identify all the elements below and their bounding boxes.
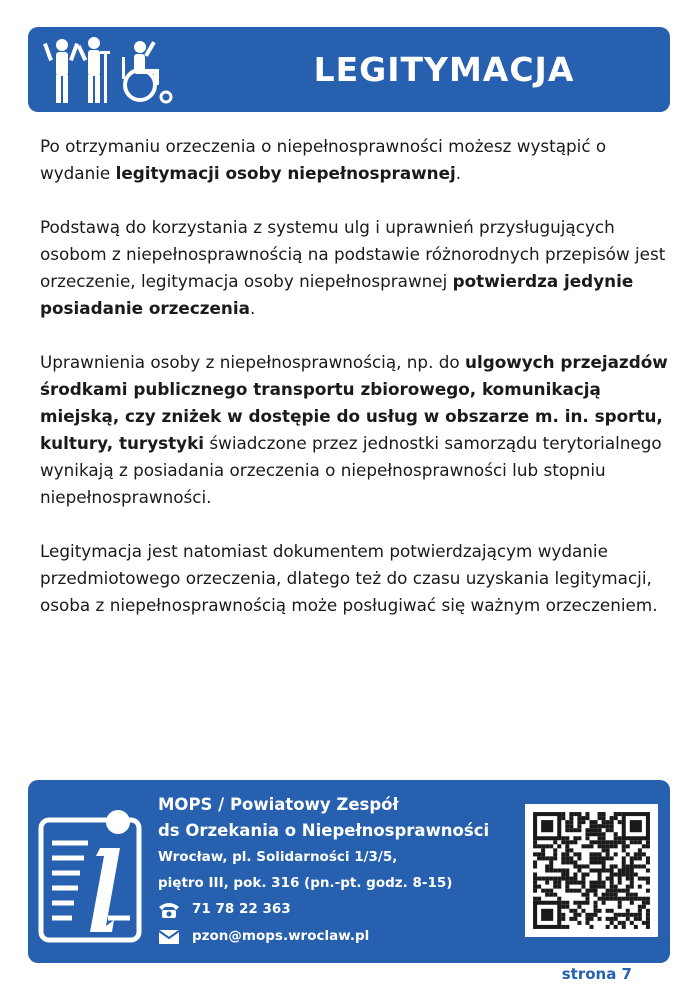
- contact-box: [28, 780, 670, 963]
- page-title: LEGITYMACJA: [313, 50, 575, 89]
- text-run: Uprawnienia osoby z niepełnosprawnością, np. do: [40, 352, 465, 372]
- envelope-icon: [158, 929, 180, 945]
- phone-icon: [158, 901, 180, 919]
- text-run: Podstawą do korzystania z systemu ulg i uprawnień przysługujących osobom z niepełnosprawnością na podstawie różnorodnych przepisów jest orzeczenie, legitymacja osoby niepełnosprawnej: [40, 217, 666, 291]
- text-run: .: [455, 163, 462, 183]
- qr-code-icon[interactable]: [525, 804, 658, 937]
- main-content: [40, 133, 680, 646]
- org-name-line2: ds Orzekania o Niepełnosprawności: [158, 821, 490, 840]
- header-banner: [28, 27, 670, 112]
- text-run: Po otrzymaniu orzeczenia o niepełnosprawności możesz wystąpić o wydanie: [40, 136, 607, 183]
- text-run: świadczone przez jednostki samorządu terytorialnego wynikają z posiadania orzeczenia o niepełnosprawności lub stopniu niepełnosprawności.: [40, 433, 662, 507]
- text-run: .: [249, 298, 256, 318]
- org-name-line1: MOPS / Powiatowy Zespół: [158, 795, 399, 814]
- paragraph-3: [40, 349, 680, 511]
- people-with-disabilities-icon: [42, 35, 182, 105]
- address-line2: piętro III, pok. 316 (pn.-pt. godz. 8-15): [158, 875, 453, 891]
- info-document-icon: [38, 808, 148, 943]
- bold-text: legitymacji osoby niepełnosprawnej: [115, 163, 456, 183]
- phone-row: [158, 896, 528, 923]
- email-row: [158, 923, 528, 950]
- contact-details: [158, 792, 528, 950]
- bold-text: ulgowych przejazdów środkami publicznego transportu zbiorowego, komunikacją miejską, czy zniżek w dostępie do usług w obszarze m. in. sportu, kultury, turystyki: [40, 352, 668, 453]
- bold-text: potwierdza jedynie posiadanie orzeczenia: [40, 271, 634, 318]
- paragraph-2: [40, 214, 680, 322]
- page-number: strona 7: [561, 965, 632, 983]
- phone-number[interactable]: 71 78 22 363: [192, 901, 291, 917]
- email-address[interactable]: pzon@mops.wroclaw.pl: [192, 928, 370, 944]
- address-line1: Wrocław, pl. Solidarności 1/3/5,: [158, 849, 398, 865]
- text-run: Legitymacja jest natomiast dokumentem potwierdzającym wydanie przedmiotowego orzeczenia, dlatego też do czasu uzyskania legitymacji, osoba z niepełnosprawnością może posługiwać się ważnym orzeczeniem.: [40, 541, 658, 615]
- paragraph-1: [40, 133, 680, 187]
- paragraph-4: [40, 538, 680, 619]
